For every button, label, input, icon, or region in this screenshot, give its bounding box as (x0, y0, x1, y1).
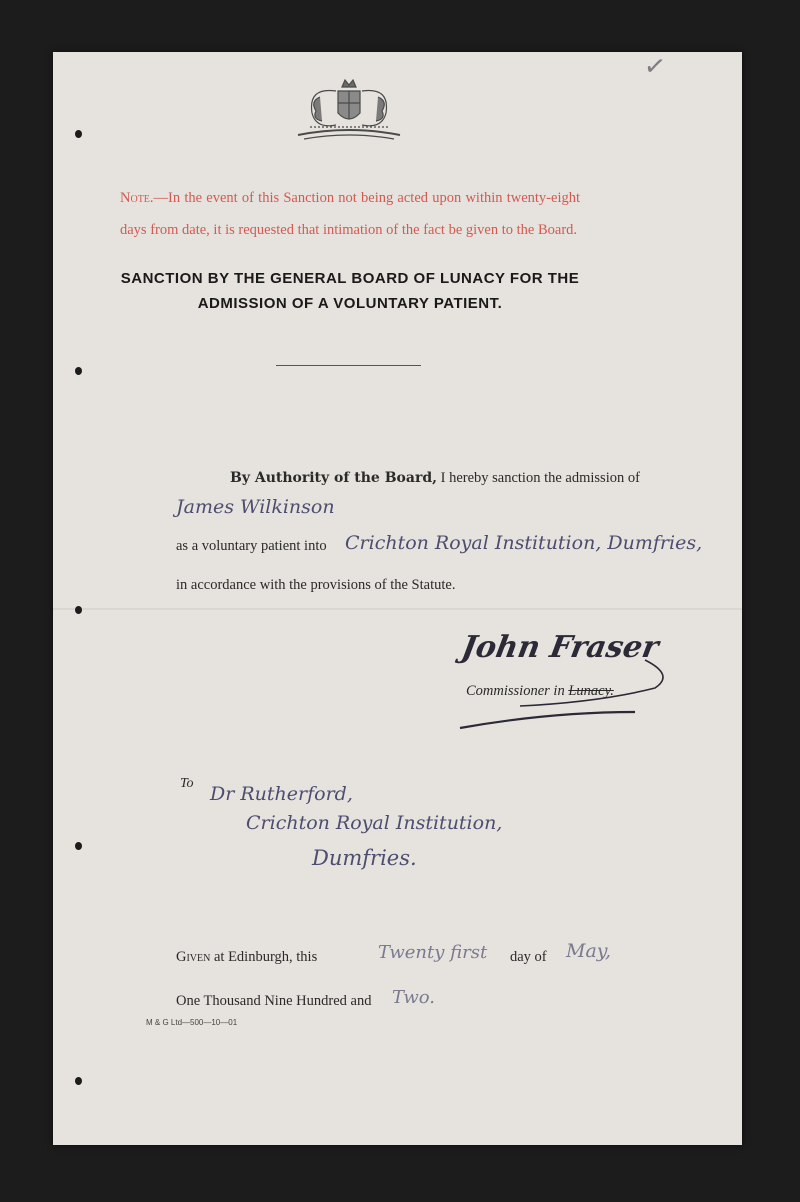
divider (276, 365, 421, 366)
royal-crest-icon (290, 77, 408, 145)
institution-name: Crichton Royal Institution, Dumfries, (345, 532, 703, 554)
given-year: Two. (392, 987, 436, 1008)
note-paragraph (120, 182, 580, 246)
fold-line (53, 608, 742, 610)
commissioner-title-struck: Lunacy. (568, 683, 614, 699)
sanction-text: I hereby sanction the admission of (440, 470, 640, 486)
note-text: —In the event of this Sanction not being acted upon within twenty-eight days from date, it is requested that intimation of the fact be given to the Board. (120, 190, 580, 238)
given-day: Twenty first (378, 942, 488, 963)
addressee-line-1: Dr Rutherford, (210, 783, 353, 805)
day-of-text: day of (510, 949, 547, 965)
check-mark: ✓ (642, 50, 668, 84)
heading-line-2: ADMISSION OF A VOLUNTARY PATIENT. (197, 295, 503, 312)
commissioner-title (466, 683, 614, 700)
voluntary-text: as a voluntary patient into (176, 538, 327, 554)
commissioner-title-text: Commissioner in (466, 683, 565, 699)
authority-phrase: By Authority of the Board, (230, 470, 437, 486)
document-heading (90, 266, 610, 316)
addressee-line-3: Dumfries. (312, 846, 417, 870)
addressee-line-2: Crichton Royal Institution, (246, 812, 503, 834)
year-text: One Thousand Nine Hundred and (176, 993, 372, 1009)
given-line (176, 949, 317, 966)
commissioner-signature: John Fraser (458, 630, 662, 665)
note-label: Note. (120, 190, 154, 206)
printer-mark: M & G Ltd—500—10—01 (146, 1018, 238, 1027)
given-label: Given (176, 949, 211, 965)
to-label: To (180, 776, 194, 791)
given-at-text: at Edinburgh, this (213, 949, 318, 965)
statute-text: in accordance with the provisions of the Statute. (176, 577, 456, 593)
patient-name: James Wilkinson (176, 496, 335, 518)
given-month: May, (566, 940, 612, 962)
authority-line (230, 470, 640, 487)
heading-line-1: SANCTION BY THE GENERAL BOARD OF LUNACY FOR THE (120, 270, 580, 287)
